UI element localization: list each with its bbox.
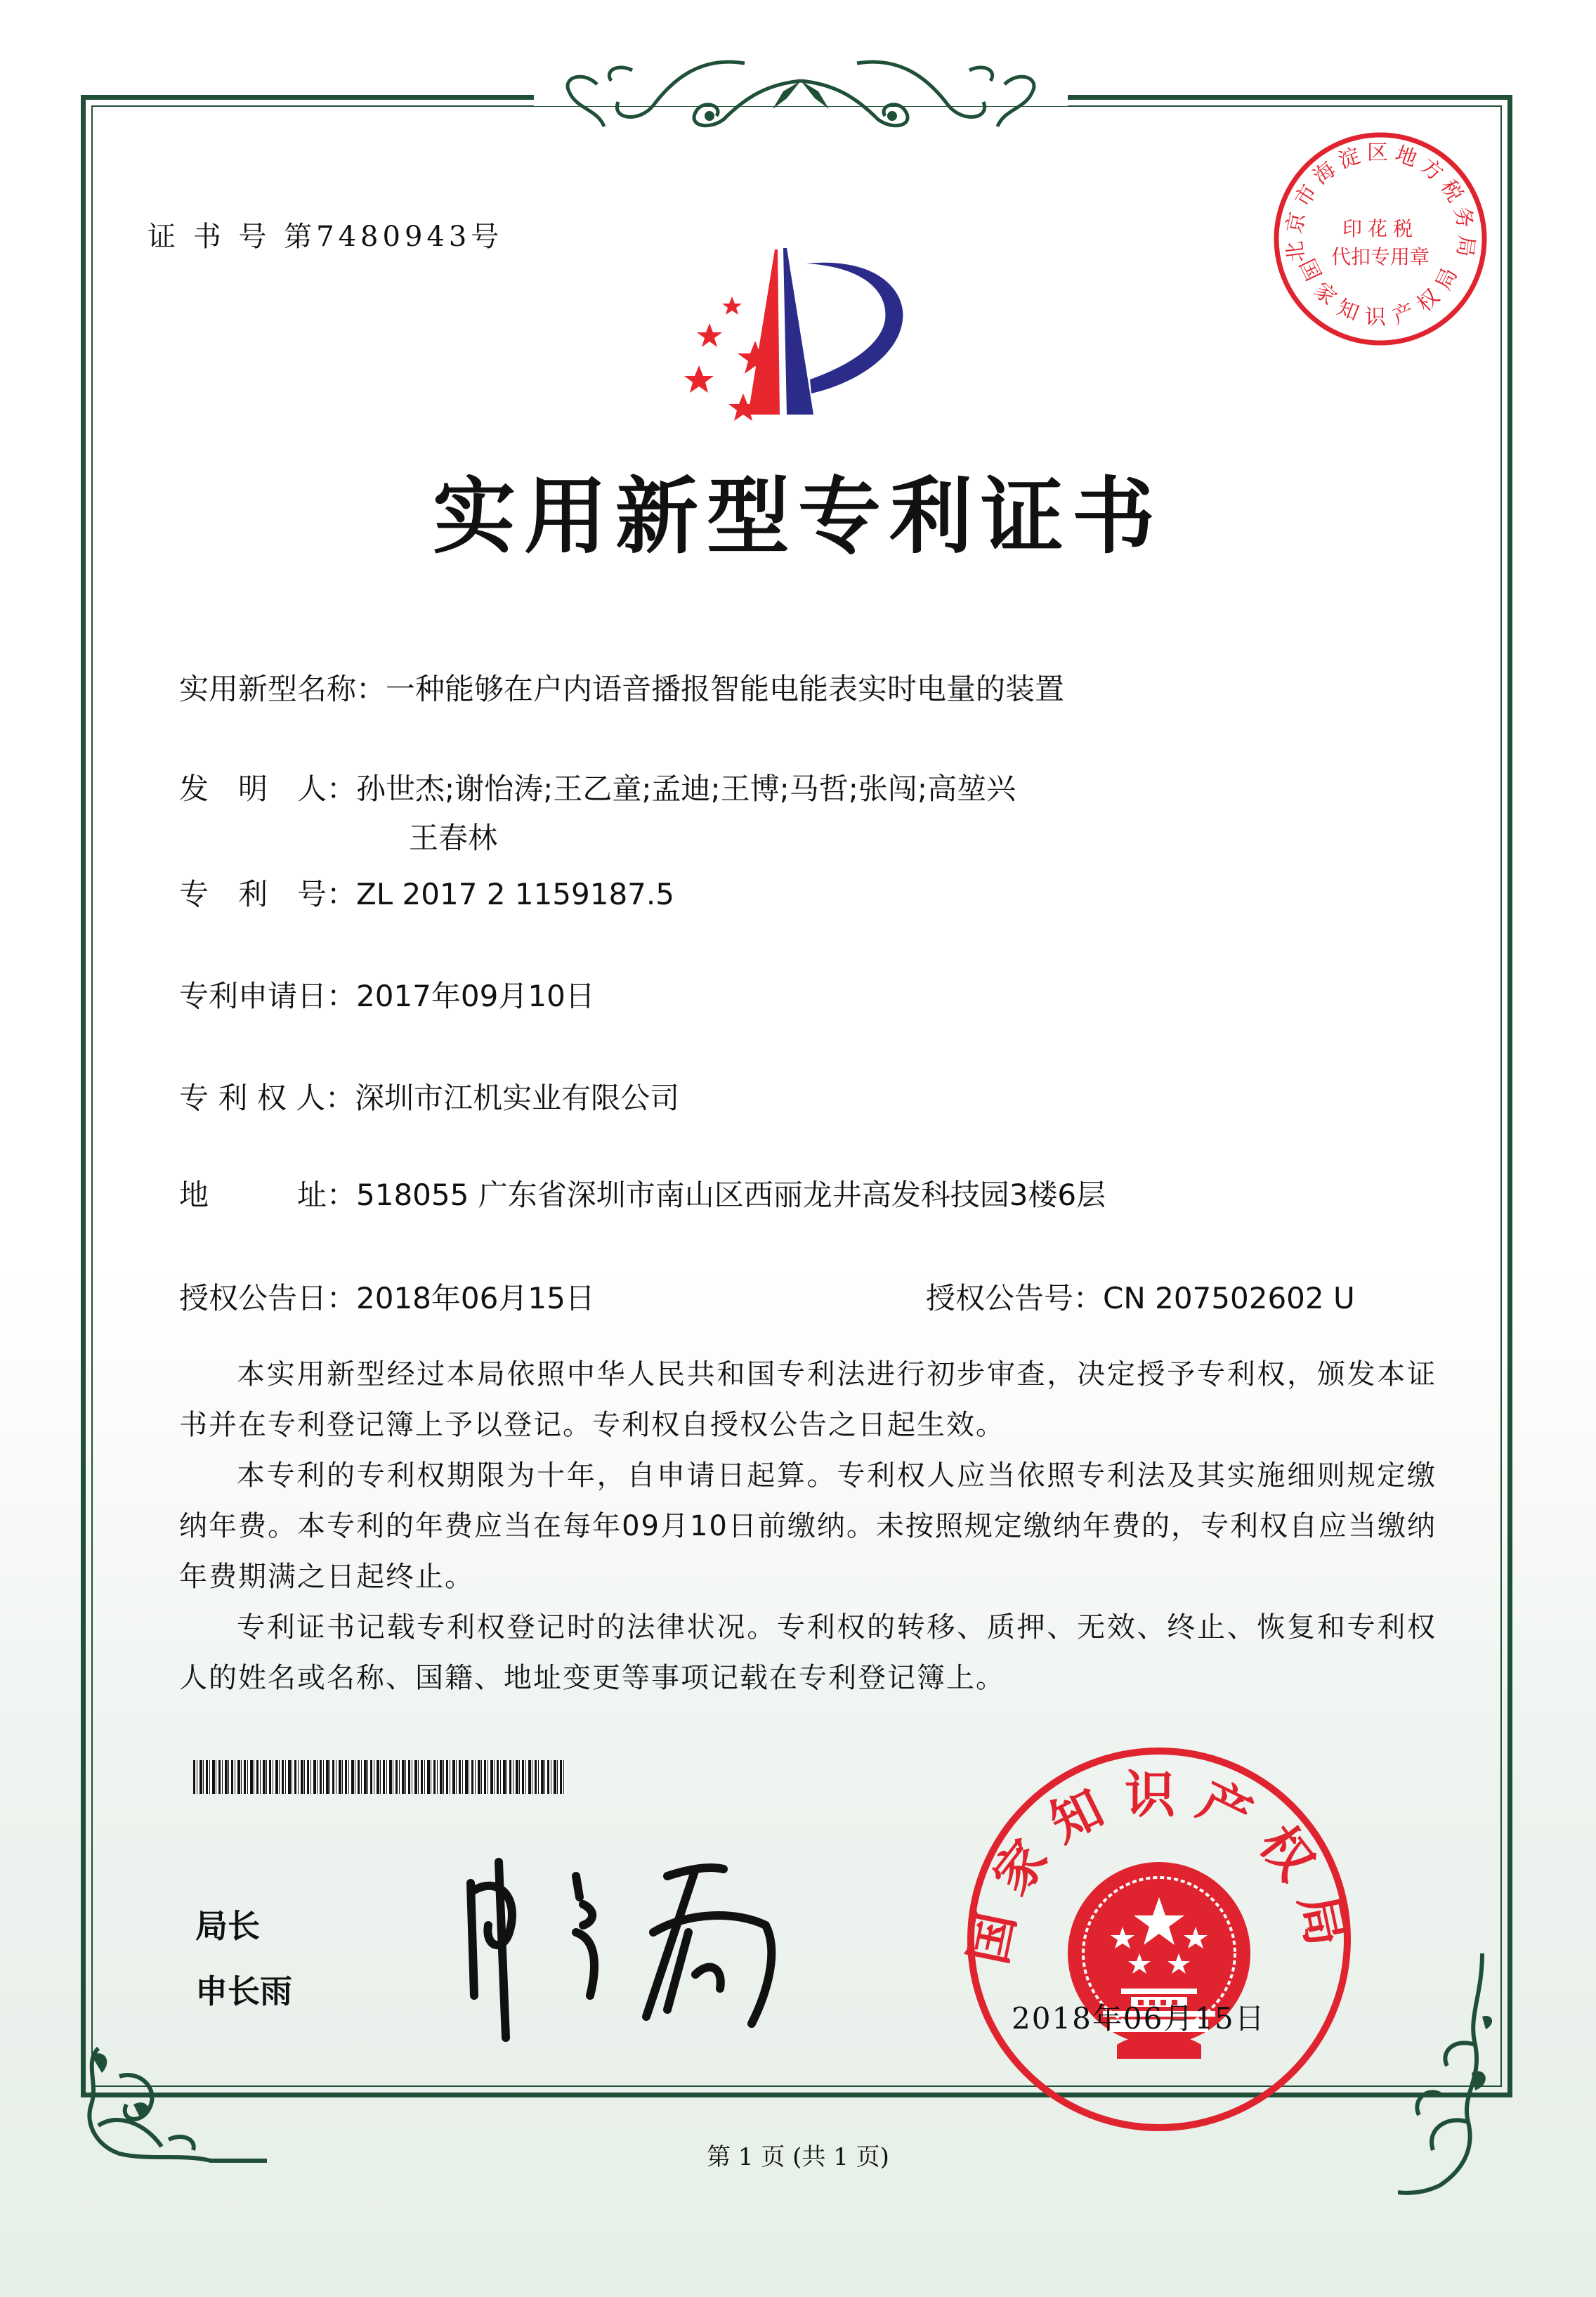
field-value: ZL 2017 2 1159187.5	[356, 877, 674, 911]
field-application-date	[179, 973, 595, 1015]
page-number: 第 1 页 (共 1 页)	[707, 2143, 889, 2171]
field-value: 2018年06月15日	[356, 1281, 595, 1315]
cnipa-logo-icon	[681, 214, 934, 425]
cnipa-official-seal-icon	[962, 1743, 1356, 2136]
field-inventors-line2	[409, 815, 497, 857]
tax-seal-outer-text: 北京市海淀区地方税务局	[1281, 140, 1479, 264]
seal-date: 2018年06月15日	[1012, 2001, 1266, 2036]
tax-seal-inner-line1: 印花税	[1342, 217, 1419, 240]
top-ornament-icon	[534, 42, 1068, 141]
field-grant-announcement-date	[179, 1275, 595, 1317]
field-inventors	[179, 766, 1016, 808]
field-value: 深圳市江机实业有限公司	[355, 1081, 680, 1115]
paragraph-legal-status: 专利证书记载专利权登记时的法律状况。专利权的转移、质押、无效、终止、恢复和专利权人的姓名或名称、国籍、地址变更等事项记载在专利登记簿上。	[179, 1611, 1437, 1694]
stamp-duty-seal-icon	[1271, 130, 1489, 348]
paragraph-grant-statement: 本实用新型经过本局依照中华人民共和国专利法进行初步审查，决定授予专利权，颁发本证书并在专利登记簿上予以登记。专利权自授权公告之日起生效。	[179, 1358, 1437, 1441]
field-value: 518055 广东省深圳市南山区西丽龙井高发科技园3楼6层	[356, 1178, 1106, 1212]
field-grant-announcement-number	[926, 1275, 1355, 1317]
field-label: 发 明 人：	[179, 772, 357, 806]
tax-seal-bottom-text: 国家知识产权局	[1293, 255, 1467, 330]
field-label: 专利申请日：	[179, 979, 357, 1013]
field-value: 2017年09月10日	[356, 979, 595, 1013]
field-label: 专 利 权 人：	[179, 1081, 355, 1115]
field-value: CN 207502602 U	[1103, 1281, 1355, 1315]
field-patent-number	[179, 871, 674, 913]
field-label: 授权公告号：	[926, 1281, 1104, 1315]
director-name: 申长雨	[195, 1972, 292, 2010]
field-utility-model-name	[179, 666, 1064, 708]
director-signature-icon	[457, 1855, 850, 2045]
page-title: 实用新型专利证书	[432, 468, 1163, 565]
field-value: 一种能够在户内语音播报智能电能表实时电量的装置	[386, 672, 1065, 706]
main-seal-text: 国家知识产权局	[962, 1764, 1356, 1970]
director-title: 局长	[195, 1907, 260, 1945]
field-value: 王春林	[409, 821, 498, 855]
field-label: 授权公告日：	[179, 1281, 357, 1315]
field-label: 专 利 号：	[179, 877, 357, 911]
field-value: 孙世杰;谢怡涛;王乙童;孟迪;王博;马哲;张闯;高堃兴	[356, 772, 1016, 806]
field-address	[179, 1172, 1106, 1214]
barcode	[193, 1760, 565, 1794]
certificate-number: 证 书 号 第7480943号	[148, 221, 504, 253]
field-label: 实用新型名称：	[179, 672, 386, 706]
paragraph-term-statement: 本专利的专利权期限为十年，自申请日起算。专利权人应当依照专利法及其实施细则规定缴纳年费。本专利的年费应当在每年09月10日前缴纳。未按照规定缴纳年费的，专利权自应当缴纳年费期满之日起终止。	[179, 1459, 1437, 1593]
field-patentee	[179, 1075, 679, 1117]
tax-seal-inner-line2: 代扣专用章	[1330, 245, 1430, 268]
field-label: 地 址：	[179, 1178, 357, 1212]
